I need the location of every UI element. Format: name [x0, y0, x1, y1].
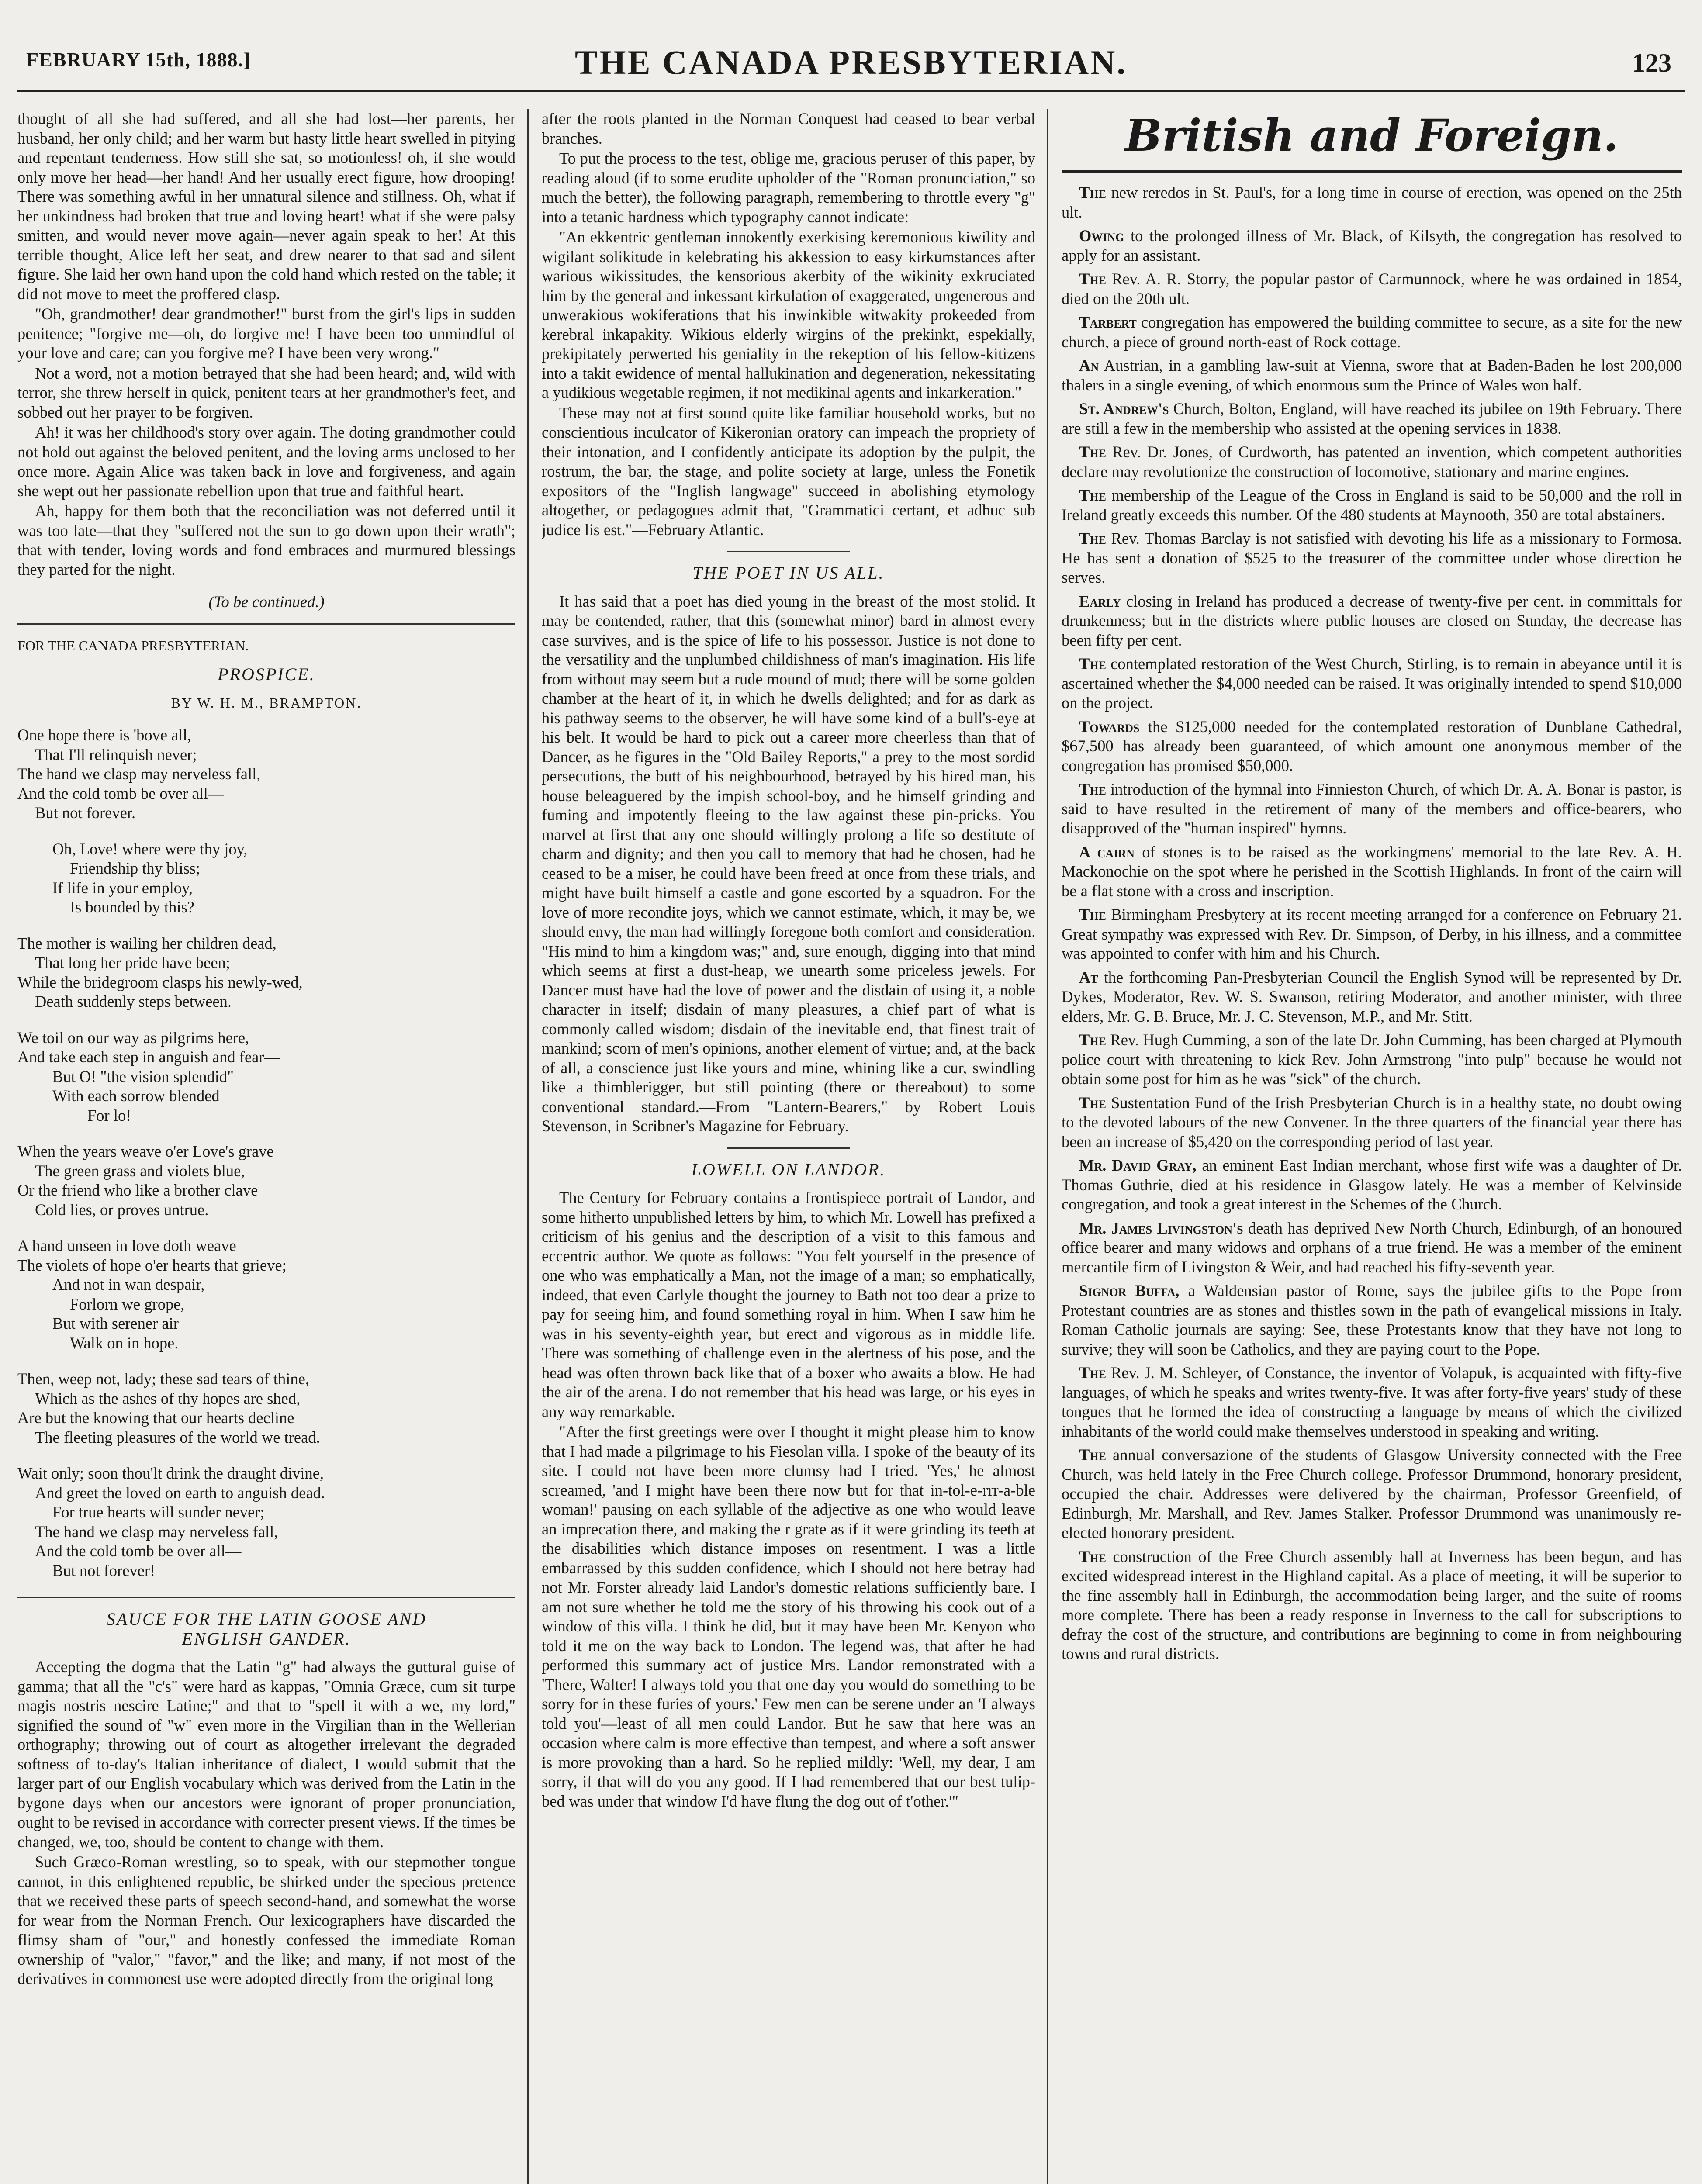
news-item-text: Church, Bolton, England, will have reached its jubilee on 19th February. There are still a few in the membership who assisted at the opening services in 1838. [1062, 400, 1682, 437]
article-paragraph: It has said that a poet has died young in the breast of the most stolid. It may be contended, rather, that this (somewhat minor) bard in almost every case survives, and is the spice of life to his possessor. Justice is not done to the versatility and the unplumbed childishness of man's imagination. His life from without may seem but a rude mound of mud; there will be some golden chamber at the heart of it, in which he dwells delighted; and for as dark as his pathway seems to the observer, he will have some kind of a bull's-eye at his belt. It would be hard to pick out a career more cheerless than that of Dancer, as he figures in the "Old Bailey Reports," a prey to the most sordid persecutions, the butt of his neighbourhood, betrayed by his hired man, his house beleaguered by the impish school-boy, and he himself grinding and fuming and impotently fleeing to the law against these pin-pricks. You marvel at first that any one should willingly prolong a life so destitute of charm and dignity; and then you call to memory that had he chosen, had he ceased to be a miser, he could have been freed at once from these trials, and might have built himself a castle and gone escorted by a squadron. For the love of more recondite joys, which we cannot estimate, which, it may be, we should envy, the man had willingly foregone both comfort and consideration. "His mind to him a kingdom was;" and, sure enough, digging into that mind which seems at first a dust-heap, we unearth some priceless jewels. For Dancer must have had the love of power and the disdain of using it, a noble character in itself; disdain of many pleasures, a chief part of what is commonly called wisdom; disdain of the inevitable end, that finest trait of mankind; scorn of men's opinions, another element of virtue; and, at the back of all, a conscience just like yours and mine, whining like a cur, swindling like a thimblerigger, but still pointing (there or thereabout) to some conventional standard.—From "Lantern-Bearers," by Robert Louis Stevenson, in Scribner's Magazine for February. [542, 592, 1035, 1135]
column-divider [527, 109, 529, 2184]
article-quote: "An ekkentric gentleman innokently exerkising keremonious kiwility and wigilant solikitude in kelebrating his akkession to easy kirkumstances after warious wikissitudes, the kensorious akerbity of the wikinity exkruciated him by the general and inkessant kirkulation of exaggerated, ungenerous and unwerakious wokiferations that his inwinkible witwakity prokeeded from kerebral inkapakity. Wikious elderly wirgins of the prekinkt, espekially, prekipitately perwerted his geniality in the rekeption of his fellow-kitizens into a takit ewidence of mental hallukination and degeneration, nekessitating a yudikious wegetable regimen, if not medikinal agents and inkarkeration." [542, 228, 1035, 401]
news-item-lead: St. Andrew's [1079, 400, 1169, 418]
story-paragraph: Ah, happy for them both that the reconciliation was not deferred until it was too late—that they "suffered not the sun to go down upon their wrath"; that with tender, loving words and fond embraces and murmured blessings they parted for the night. [17, 502, 515, 578]
news-item-text: the forthcoming Pan-Presbyterian Council the English Synod will be represented by Dr. Dykes, Moderator, Rev. W. S. Swanson, retiring Moderator, and another minister, with three elders, Mr. G. B. Bruce, Mr. J. C. Stevenson, M.P., and Mr. Stitt. [1062, 968, 1682, 1025]
poem-line: When the years weave o'er Love's grave [17, 1142, 274, 1160]
news-item-lead: The [1079, 1446, 1106, 1464]
news-item [1062, 1445, 1682, 1543]
section-divider [17, 623, 515, 625]
article-paragraph: after the roots planted in the Norman Conquest had ceased to bear verbal branches. [542, 110, 1035, 147]
news-item [1062, 183, 1682, 222]
poem-line: For true hearts will sunder never; [52, 1503, 265, 1521]
news-item [1062, 905, 1682, 964]
article-paragraph: To put the process to the test, oblige me, gracious peruser of this paper, by reading aloud (if to some erudite upholder of the "Roman pronunciation," so much the better), the following paragraph, remembering to throttle every "g" into a tetanic hardness which typography cannot indicate: [542, 149, 1035, 226]
news-item [1062, 654, 1682, 713]
poem-line: That I'll relinquish never; [35, 745, 197, 764]
news-item-text: death has deprived New North Church, Edinburgh, of an honoured office bearer and many widows and orphans of a true friend. He was a member of the eminent mercantile firm of Livingston & Weir, and had reached his fifty-seventh year. [1062, 1219, 1682, 1276]
news-item-lead: The [1079, 1547, 1106, 1565]
news-item [1062, 1219, 1682, 1277]
news-item [1062, 486, 1682, 525]
poem-stanza [17, 1236, 515, 1353]
news-item-text: Birmingham Presbytery at its recent meeting arranged for a conference on February 21. Great sympathy was expressed with Rev. Dr. Simpson, of Derby, in his illness, and a committee was appointed to confer with him and his Church. [1062, 905, 1682, 962]
news-item-lead: The [1079, 655, 1106, 673]
news-item-lead: The [1079, 270, 1106, 288]
poem-stanza [17, 840, 515, 917]
news-item [1062, 843, 1682, 901]
poem-line: And the cold tomb be over all— [35, 1542, 242, 1560]
news-item-lead: At [1079, 968, 1098, 986]
poem-line: Are but the knowing that our hearts decline [17, 1409, 294, 1427]
news-item-lead: Mr. James Livingston's [1079, 1219, 1243, 1237]
poem-line: But not forever! [52, 1561, 156, 1579]
poem-line: The violets of hope o'er hearts that grieve; [17, 1256, 287, 1274]
poem-line: Is bounded by this? [70, 898, 194, 916]
column-divider [1047, 109, 1048, 2184]
news-item-lead: The [1079, 183, 1106, 201]
poem-stanza [17, 1464, 515, 1580]
article-title: THE POET IN US ALL. [692, 563, 885, 583]
poem-line: The hand we clasp may nerveless fall, [17, 765, 261, 783]
news-item-lead: An [1079, 356, 1099, 374]
news-item-lead: The [1079, 486, 1106, 504]
poem-line: Which as the ashes of thy hopes are shed, [35, 1389, 301, 1407]
poem-line: The green grass and violets blue, [35, 1161, 245, 1180]
news-item [1062, 1156, 1682, 1214]
news-item [1062, 226, 1682, 265]
newspaper-title: THE CANADA PRESBYTERIAN. [574, 43, 1128, 81]
poem-stanza [17, 726, 515, 823]
poem-line: And not in wan despair, [52, 1275, 205, 1293]
news-item-text: congregation has empowered the building committee to secure, as a site for the new church, a piece of ground north-east of Rock cottage. [1062, 313, 1682, 351]
news-items [1062, 183, 1682, 1664]
poem-line: But with serener air [52, 1314, 179, 1332]
poem-line: A hand unseen in love doth weave [17, 1237, 236, 1254]
poem-title: PROSPICE. [218, 664, 315, 684]
column-3 [1062, 109, 1682, 2184]
poem-line: Walk on in hope. [70, 1334, 179, 1352]
news-item [1062, 780, 1682, 838]
section-rule [1062, 170, 1682, 173]
poem-stanza [17, 1028, 515, 1126]
news-item-text: introduction of the hymnal into Finnieston Church, of which Dr. A. A. Bonar is pastor, is said to have resulted in the retirement of many of the members and office-bearers, who disapproved of the "human inspired" hymns. [1062, 780, 1682, 837]
news-item-text: Rev. J. M. Schleyer, of Constance, the inventor of Volapuk, is acquainted with fifty-five languages, of which he speaks and writes twenty-five. It was after forty-five years' study of these tongues that he formed the idea of constructing a language by means of which the civilized inhabitants of the world could make themselves understood in speaking and writing. [1062, 1364, 1682, 1440]
news-item-lead: Towards [1079, 717, 1140, 736]
news-item-text: Rev. Thomas Barclay is not satisfied with devoting his life as a missionary to Formosa. He has sent a donation of $525 to the treasurer of the committee under whose direction he serves. [1062, 529, 1682, 586]
article-paragraph: These may not at first sound quite like familiar household works, but no conscientious inculcator of Kikeronian oratory can impeach the propriety of their intonation, and I confidently anticipate its adoption by the pulpit, the rostrum, the bar, the stage, and polite society at large, unless the Fonetik expositors of the "Inglish langwage" succeed in abolishing etymology altogether, or pedagogues admit that, "Grammatici certant, et adhuc sub judice lis est."—February Atlantic. [542, 404, 1035, 539]
poem-line: Forlorn we grope, [70, 1295, 185, 1313]
poem-stanza [17, 1142, 515, 1220]
section-title: British and Foreign. [1125, 110, 1619, 161]
news-item-text: membership of the League of the Cross in England is said to be 50,000 and the roll in Ireland greatly exceeds this number. Of the 480 students at Maynooth, 350 are total abstainers. [1062, 486, 1682, 524]
story-paragraph: "Oh, grandmother! dear grandmother!" burst from the girl's lips in sudden penitence; "forgive me—oh, do forgive me! I have been too unmindful of your love and care; can you forgive me? I have been very wrong." [17, 305, 515, 362]
news-item [1062, 270, 1682, 308]
news-item [1062, 592, 1682, 650]
poem-line: And take each step in anguish and fear— [17, 1048, 280, 1066]
news-item-lead: Owing [1079, 227, 1124, 245]
news-item-lead: Tarbert [1079, 313, 1137, 331]
poem-line: That long her pride have been; [35, 954, 230, 971]
news-item [1062, 1281, 1682, 1359]
story-paragraph: thought of all she had suffered, and all she had lost—her parents, her husband, her only child; and her warm but hasty little heart swelled in pitying and repentant tenderness. How still she sat, so motionless! oh, if she would only move her head—her hand! And her usually erect figure, how drooping! There was something awful in her unnatural silence and stillness. Oh, what if her unkindness had broken that true and loving heart! what if she were palsy smitten, and would never move again—never again speak to her! At this terrible thought, Alice left her seat, and drew nearer to that sad and silent figure. She laid her own hand upon the cold hand which rested on the table; it did not move to meet the proffered clasp. [17, 110, 515, 303]
news-item [1062, 1093, 1682, 1152]
poem-line: Or the friend who like a brother clave [17, 1181, 258, 1199]
news-item-text: new reredos in St. Paul's, for a long time in course of erection, was opened on the 25th ult. [1062, 183, 1682, 221]
news-item-lead: The [1079, 1364, 1106, 1382]
poem-stanza [17, 934, 515, 1012]
news-item-text: Sustentation Fund of the Irish Presbyterian Church is in a healthy state, no doubt owing to the devoted labours of the new Convener. In the three quarters of the financial year there has been an increase of $5,420 on the corresponding period of last year. [1062, 1093, 1682, 1151]
news-item-text: a Waldensian pastor of Rome, says the jubilee gifts to the Pope from Protestant countries are as stones and thistles sown in the path of evangelical missions in Italy. Roman Catholic journals are saying: See, these Protestants know that they have not long to survive; they will soon be Catholics, and they are paying court to the Pope. [1062, 1282, 1682, 1358]
poem-line: Death suddenly steps between. [35, 992, 232, 1010]
poem-line: The mother is wailing her children dead, [17, 934, 277, 952]
news-item [1062, 717, 1682, 776]
for-label: FOR THE CANADA PRESBYTERIAN. [17, 637, 249, 653]
news-item-text: closing in Ireland has produced a decrease of twenty-five per cent. in committals for drunkenness; but in the districts where public houses are closed on Sunday, the decrease has been fifty per cent. [1062, 592, 1682, 649]
poem-stanza [17, 1369, 515, 1447]
poem-line: But not forever. [35, 804, 136, 822]
news-item-text: contemplated restoration of the West Church, Stirling, is to remain in abeyance until it is ascertained whether the $4,000 needed can be raised. It was originally intended to spend $10,000 on the project. [1062, 655, 1682, 712]
story-paragraph: Ah! it was her childhood's story over again. The doting grandmother could not hold out against the beloved penitent, and the loving arms unclosed to her once more. Again Alice was taken back in love and forgiveness, and again she wept out her passionate rebellion upon that true and faithful heart. [17, 423, 515, 500]
news-item-text: construction of the Free Church assembly hall at Inverness has been begun, and has excited widespread interest in the Highland capital. As a place of meeting, it will be superior to the fine assembly hall in Edinburgh, the accommodation being larger, and the suite of rooms more complete. There has been a ready response in Inverness to the call for subscriptions to defray the cost of the structure, and contributions are beginning to come in from neighbouring towns and rural districts. [1062, 1547, 1682, 1662]
news-item-lead: The [1079, 1093, 1106, 1112]
news-item [1062, 399, 1682, 438]
news-item [1062, 442, 1682, 481]
news-item-text: Rev. Dr. Jones, of Curdworth, has patented an invention, which competent authorities declare may revolutionize the construction of locomotive, stationary and marine engines. [1062, 443, 1682, 480]
poem-line: Then, weep not, lady; these sad tears of thine, [17, 1370, 309, 1388]
to-be-continued: (To be continued.) [208, 593, 325, 611]
poem-line: And greet the loved on earth to anguish dead. [35, 1483, 325, 1502]
news-item-lead: The [1079, 780, 1106, 798]
issue-date: FEBRUARY 15th, 1888.] [26, 48, 251, 71]
news-item-text: Rev. Hugh Cumming, a son of the late Dr. John Cumming, has been charged at Plymouth police court with threatening to kick Rev. John Armstrong "into pulp" because he would not obtain some post for him as he was "sick" of the church. [1062, 1031, 1682, 1088]
poem-line: The fleeting pleasures of the world we tread. [35, 1428, 320, 1446]
poem-line: Cold lies, or proves untrue. [35, 1200, 209, 1219]
news-item-text: to the prolonged illness of Mr. Black, of Kilsyth, the congregation has resolved to apply for an assistant. [1062, 227, 1682, 264]
news-item-lead: Early [1079, 592, 1121, 610]
story-paragraph: Not a word, not a motion betrayed that she had been heard; and, wild with terror, she threw herself in quick, penitent tears at her grandmother's feet, and sobbed out her prayer to be forgiven. [17, 364, 515, 421]
news-item-text: the $125,000 needed for the contemplated restoration of Dunblane Cathedral, $67,500 has already been guaranteed, of which amount one anonymous member of the congregation has promised $50,000. [1062, 717, 1682, 774]
poem-line: With each sorrow blended [52, 1087, 220, 1105]
news-item [1062, 1363, 1682, 1441]
poem-line: One hope there is 'bove all, [17, 726, 191, 744]
poem-line: Wait only; soon thou'lt drink the draught divine, [17, 1464, 324, 1482]
column-2 [542, 109, 1035, 2184]
poem-line: We toil on our way as pilgrims here, [17, 1028, 249, 1047]
news-item [1062, 968, 1682, 1026]
article-paragraph: "After the first greetings were over I thought it might please him to know that I had made a pilgrimage to his Fiesolan villa. I spoke of the beauty of its site. I could not have been more clumsy had I tried. 'Yes,' he almost screamed, 'and I might have been there now but for that in-tol-e-rrr-a-ble woman!' pausing on each syllable of the adjective as one who would leave an imprecation there, and making the r grate as if it were grinding its teeth at the disabilities which distance imposes on resentment. I was a little embarrassed by this sudden confidence, which I should not here betray had not Mr. Forster already laid Landor's domestic relations sufficiently bare. I am not sure whether he told me the story of his throwing his cook out of a window of this villa. I think he did, but it may have been Mr. Kenyon who told it me on the way back to London. The legend was, that after he had performed this summary act of justice Mrs. Landor remonstrated with a 'There, Walter! I always told you that one day you would do something to be sorry for in these furies of yours.' Few men can be serene under an 'I always told you'—least of all men could Landor. But he saw that here was an occasion where calm is more effective than tempest, and where a soft answer is more provoking than a hard. So he replied mildly: 'Well, my dear, I am sorry, if that will do you any good. If I had remembered that our best tulip-bed was under that window I'd have flung the dog out of t'other.'" [542, 1423, 1035, 1810]
article-title: ENGLISH GANDER. [182, 1628, 351, 1648]
poem-byline: BY W. H. M., BRAMPTON. [171, 695, 362, 711]
poem-line: If life in your employ, [52, 878, 193, 897]
article-title: LOWELL ON LANDOR. [691, 1159, 886, 1179]
news-item-lead: The [1079, 443, 1106, 461]
poem-line: Friendship thy bliss; [70, 859, 201, 877]
news-item [1062, 529, 1682, 587]
news-item [1062, 1547, 1682, 1664]
news-item-text: Rev. A. R. Storry, the popular pastor of Carmunnock, where he was ordained in 1854, died on the 20th ult. [1062, 270, 1682, 308]
news-item-lead: Mr. David Gray, [1079, 1156, 1197, 1174]
news-item [1062, 356, 1682, 395]
news-item [1062, 1030, 1682, 1089]
news-item-lead: A cairn [1079, 843, 1135, 861]
news-item-text: of stones is to be raised as the workingmens' memorial to the late Rev. A. H. Mackonochie on the spot where he perished in the Scottish Highlands. In front of the cairn will be a flat stone with a cross and inscription. [1062, 843, 1682, 900]
news-item-lead: The [1079, 905, 1106, 923]
poem-line: While the bridegroom clasps his newly-wed, [17, 973, 303, 991]
poem-line: The hand we clasp may nerveless fall, [35, 1522, 278, 1541]
section-divider [727, 1147, 850, 1149]
masthead-rule [17, 90, 1685, 92]
page-number: 123 [1632, 48, 1671, 77]
news-item-lead: The [1079, 529, 1106, 547]
news-item-lead: The [1079, 1031, 1106, 1049]
section-divider [727, 551, 850, 552]
poem-line: For lo! [87, 1106, 131, 1124]
section-divider [17, 1597, 515, 1598]
news-item-lead: Signor Buffa, [1079, 1282, 1180, 1299]
masthead [17, 35, 1685, 83]
article-paragraph: Accepting the dogma that the Latin "g" had always the guttural guise of gamma; that all the "c's" were hard as kappas, "Omnia Græce, cum sit turpe magis nostris nescire Latine;" and that to "spell it with a we, my lord," signified the sound of "w" even more in the Virgilian than in the Wellerian orthography; throwing out of court as altogether irrelevant the degraded softness of to-day's Italian inheritance of dialect, I would submit that the larger part of our English vocabulary which was derived from the Latin in the bygone days when our ancestors were ignorant of proper pronunciation, ought to be revised in accordance with correcter present views. If the times be changed, we, too, should be content to change with them. [17, 1658, 515, 1851]
poem-line: Oh, Love! where were thy joy, [52, 840, 248, 858]
news-item [1062, 313, 1682, 352]
article-paragraph: Such Græco-Roman wrestling, so to speak, with our stepmother tongue cannot, in this enlightened republic, be shirked under the specious pretence that we received these parts of speech second-hand, and somewhat the worse for wear from the Norman French. Our lexicographers have discarded the flimsy sham of "our," and honestly confessed the immediate Roman ownership of "valor," "favor," and the like; and many, if not most of the derivatives in commonest use were adopted directly from the original long [17, 1853, 515, 1987]
story-continuation [17, 109, 515, 579]
poem-line: But O! "the vision splendid" [52, 1067, 234, 1085]
column-1 [17, 109, 515, 2184]
article-paragraph: The Century for February contains a frontispiece portrait of Landor, and some hitherto unpublished letters by him, to which Mr. Lowell has prefixed a criticism of his genius and the description of a visit to this famous and eccentric author. We quote as follows: "You felt yourself in the presence of one who was emphatically a Man, not the image of a man; so emphatically, indeed, that even Carlyle thought the journey to Bath not too dear a prize to pay for seeing him, and found something royal in him. When I saw him he was in his seventy-eighth year, but erect and vigorous as in middle life. There was something of challenge even in the alertness of his pose, and the head was often thrown back like that of a boxer who awaits a blow. He had the air of the arena. I do not remember that his head was large, or his eyes in any way remarkable. [542, 1189, 1035, 1420]
news-item-text: Austrian, in a gambling law-suit at Vienna, swore that at Baden-Baden he lost 200,000 thalers in a single evening, of which enormous sum the Prince of Wales won half. [1062, 356, 1682, 394]
news-item-text: annual conversazione of the students of Glasgow University connected with the Free Church, was held lately in the Free Church college. Professor Drummond, honorary president, occupied the chair. Addresses were delivered by the chairman, Professor Greenfield, of Edinburgh, Mr. Marshall, and Rev. James Stalker. Professor Drummond was unanimously re-elected honorary president. [1062, 1446, 1682, 1541]
poem-line: And the cold tomb be over all— [17, 784, 224, 802]
article-title: SAUCE FOR THE LATIN GOOSE AND [106, 1609, 427, 1629]
news-item-text: an eminent East Indian merchant, whose first wife was a daughter of Dr. Thomas Guthrie, died at his residence in Glasgow lately. He was a member of Kelvinside congregation, and took a great interest in the Schemes of the Church. [1062, 1156, 1682, 1213]
